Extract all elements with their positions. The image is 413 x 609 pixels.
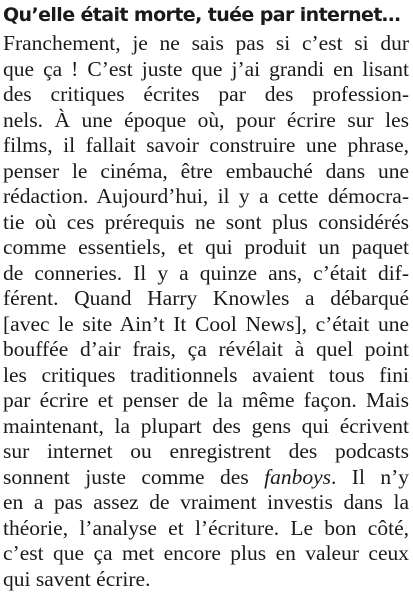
text-line: nels. À une époque où, pour écrire sur les	[3, 107, 409, 132]
text-line: de conneries. Il y a quinze ans, c’était dif-	[3, 260, 409, 285]
text-line: maintenant, la plupart des gens qui écrivent	[3, 413, 409, 438]
text-line: [avec le site Ain’t It Cool News], c’était une	[3, 311, 409, 336]
text-line: par écrire et penser de la même façon. Mais	[3, 388, 409, 412]
text-line: en a pas assez de vraiment investis dans la	[3, 490, 409, 514]
text-line: penser le cinéma, être embauché dans une	[3, 158, 409, 183]
italic-word: fanboys	[264, 464, 331, 489]
article	[3, 2, 409, 592]
text-line: théorie, l’analyse et l’écriture. Le bon côté,	[3, 515, 409, 540]
text-line: qui savent écrire.	[3, 566, 151, 591]
text-line: férent. Quand Harry Knowles a débarqué	[3, 286, 409, 310]
text-line: que ça ! C’est juste que j’ai grandi en lisant	[3, 56, 409, 81]
text-line: bouffée d’air frais, ça révélait à quel point	[3, 337, 409, 361]
text-line: des critiques écrites par des profession-	[3, 82, 409, 106]
text-line: sur internet ou enregistrent des podcasts	[3, 439, 409, 463]
text-line: c’est que ça met encore plus en valeur ceux	[3, 541, 409, 565]
question-heading: Qu’elle était morte, tuée par internet…	[3, 4, 401, 26]
text-line: comme essentiels, et qui produit un paquet	[3, 235, 409, 259]
text-line: les critiques traditionnels avaient tous fini	[3, 362, 409, 387]
text-line: Franchement, je ne sais pas si c’est si dur	[3, 31, 409, 55]
text-line: tie où ces prérequis ne sont plus considérés	[3, 209, 409, 234]
text-line-with-italic	[3, 465, 409, 491]
text-line: films, il fallait savoir construire une phrase,	[3, 133, 409, 157]
text-segment: sonnent juste comme des	[3, 464, 249, 489]
text-line: rédaction. Aujourd’hui, il y a cette démocra-	[3, 184, 409, 208]
answer-paragraph	[3, 31, 409, 592]
text-segment: . Il n’y	[331, 464, 410, 489]
